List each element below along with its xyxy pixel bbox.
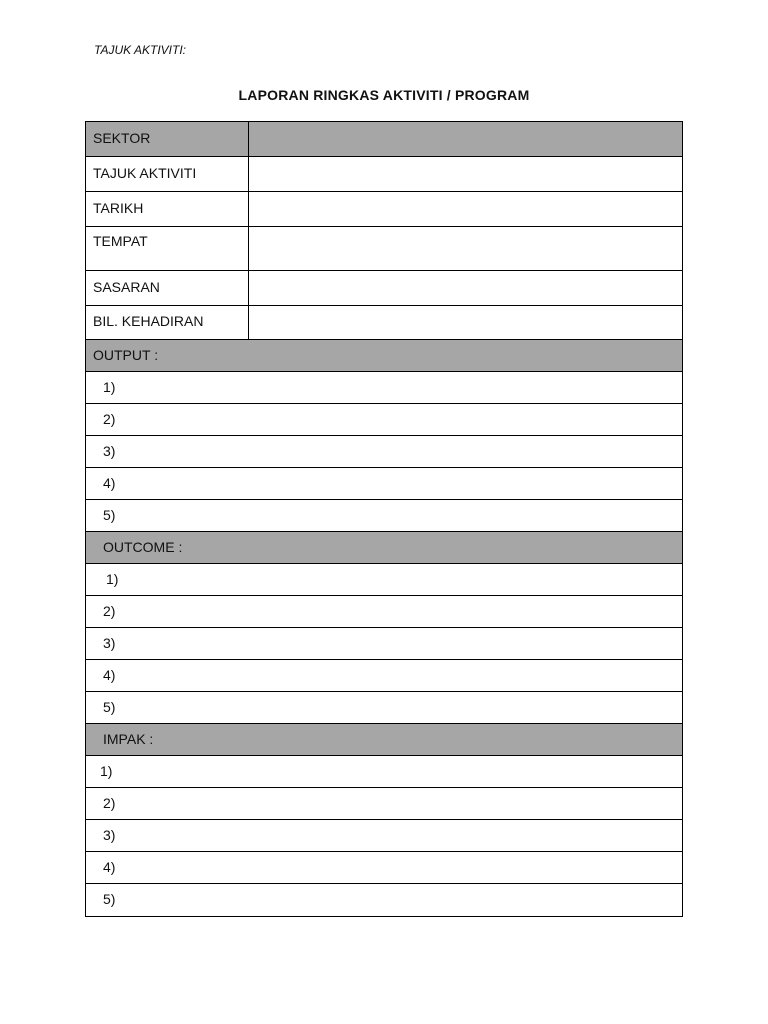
list-item-number: 5) xyxy=(103,699,116,715)
list-item-number: 3) xyxy=(103,827,116,843)
list-item[interactable] xyxy=(86,436,682,468)
field-label: SASARAN xyxy=(86,271,249,305)
section-title: IMPAK : xyxy=(103,731,154,747)
field-value-tajuk-aktiviti[interactable] xyxy=(249,157,682,191)
list-item-number: 1) xyxy=(100,763,113,779)
section-header-output xyxy=(86,340,682,372)
list-item[interactable] xyxy=(86,820,682,852)
list-item[interactable] xyxy=(86,564,682,596)
field-value-tarikh[interactable] xyxy=(249,192,682,226)
list-item-number: 5) xyxy=(103,891,116,907)
list-item[interactable] xyxy=(86,468,682,500)
document-title: LAPORAN RINGKAS AKTIVITI / PROGRAM xyxy=(238,87,530,103)
field-row-tempat xyxy=(86,227,682,271)
list-item-number: 1) xyxy=(106,571,119,587)
field-row-tarikh xyxy=(86,192,682,227)
list-item-number: 3) xyxy=(103,443,116,459)
list-item-number: 2) xyxy=(103,603,116,619)
list-item[interactable] xyxy=(86,404,682,436)
list-item[interactable] xyxy=(86,852,682,884)
field-label: BIL. KEHADIRAN xyxy=(86,306,249,339)
list-item-number: 4) xyxy=(103,859,116,875)
list-item[interactable] xyxy=(86,500,682,532)
list-item[interactable] xyxy=(86,628,682,660)
section-header-impak xyxy=(86,724,682,756)
list-item[interactable] xyxy=(86,788,682,820)
field-label: TARIKH xyxy=(86,192,249,226)
field-label: SEKTOR xyxy=(86,122,249,156)
field-label: TEMPAT xyxy=(86,227,249,270)
field-label: TAJUK AKTIVITI xyxy=(86,157,249,191)
list-item-number: 4) xyxy=(103,667,116,683)
list-item-number: 3) xyxy=(103,635,116,651)
list-item[interactable] xyxy=(86,692,682,724)
report-form-table xyxy=(85,121,683,917)
section-title: OUTPUT : xyxy=(93,347,159,363)
field-row-sasaran xyxy=(86,271,682,306)
list-item-number: 1) xyxy=(103,379,116,395)
list-item-number: 2) xyxy=(103,411,116,427)
section-title: OUTCOME : xyxy=(103,539,183,555)
header-activity-title-label: TAJUK AKTIVITI: xyxy=(94,43,187,57)
list-item[interactable] xyxy=(86,372,682,404)
section-header-outcome xyxy=(86,532,682,564)
list-item-number: 5) xyxy=(103,507,116,523)
list-item[interactable] xyxy=(86,660,682,692)
field-value-sektor[interactable] xyxy=(249,122,682,156)
list-item-number: 2) xyxy=(103,795,116,811)
list-item[interactable] xyxy=(86,596,682,628)
list-item[interactable] xyxy=(86,756,682,788)
field-row-tajuk-aktiviti xyxy=(86,157,682,192)
field-row-sektor xyxy=(86,122,682,157)
field-value-bil-kehadiran[interactable] xyxy=(249,306,682,339)
field-value-tempat[interactable] xyxy=(249,227,682,270)
list-item[interactable] xyxy=(86,884,682,916)
field-value-sasaran[interactable] xyxy=(249,271,682,305)
field-row-bil-kehadiran xyxy=(86,306,682,340)
list-item-number: 4) xyxy=(103,475,116,491)
